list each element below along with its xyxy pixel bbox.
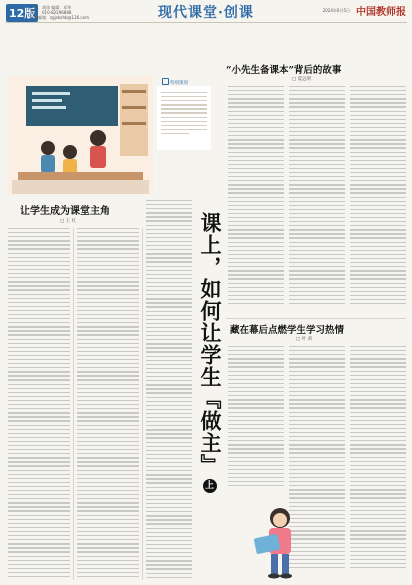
column-divider <box>73 228 74 580</box>
part-badge: 上 <box>204 481 215 491</box>
top-right-body-col2 <box>289 86 345 314</box>
classroom-illustration <box>8 76 153 194</box>
page-info <box>30 5 150 20</box>
illustration-art <box>8 76 153 194</box>
main-headline <box>197 212 223 493</box>
top-right-body-col1 <box>228 86 284 314</box>
top-right-article-byline: □ 夏远明 <box>292 77 312 82</box>
header-divider <box>5 22 407 23</box>
bottom-right-body-col3 <box>350 346 406 580</box>
left-article-body-col1 <box>8 228 70 580</box>
left-article-body-col3 <box>146 200 192 580</box>
page-number: 12版 <box>6 4 38 22</box>
phone-info: 电话：010-82296888 <box>30 10 72 15</box>
issue-date: 2024年6月5日 <box>322 8 350 13</box>
section-divider <box>226 318 406 319</box>
email-info: 投稿邮箱：zgjsbshb@126.com <box>30 15 89 20</box>
top-right-article-title: “小先生备课本”背后的故事 <box>226 65 342 76</box>
intro-box <box>157 86 211 150</box>
special-feature-tag <box>162 78 188 86</box>
top-right-body-col3 <box>350 86 406 314</box>
girl-art <box>245 500 315 580</box>
bottom-right-body-col1 <box>228 346 284 496</box>
editor-info: 主编：胡涛 编辑：邓华 <box>30 5 72 10</box>
left-article-title: 让学生成为课堂主角 <box>20 206 110 217</box>
bookmark-icon <box>162 78 169 85</box>
girl-illustration <box>245 500 315 580</box>
column-divider <box>142 228 143 580</box>
bottom-right-article-title: 藏在幕后点燃学生学习热情 <box>230 325 345 336</box>
left-article-byline: □ 王 红 <box>60 219 77 224</box>
main-headline-text: 课上，如何让学生『做主』 <box>198 212 223 476</box>
left-article-body-col2 <box>77 228 139 580</box>
special-feature-label: 特别策划 <box>170 81 188 86</box>
bottom-right-article-byline: □ 叶 莉 <box>296 337 313 342</box>
section-title: 现代课堂·创课 <box>158 5 254 21</box>
newspaper-logo: 中国教师报 <box>356 7 406 18</box>
